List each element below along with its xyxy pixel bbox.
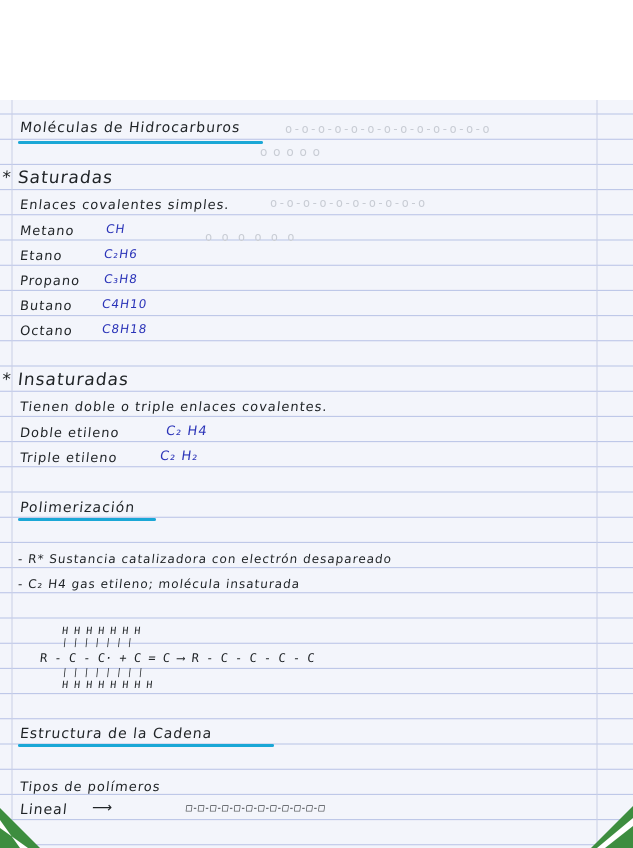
polimerizacion-heading: Polimerización — [19, 500, 136, 516]
compound-formula: C₂ H₂ — [158, 449, 200, 464]
bleed-through-text: o-o-o-o-o-o-o-o-o-o — [270, 196, 427, 210]
reaction-equation: R - C - C· + C = C ⟶ R - C - C - C - C — [39, 651, 316, 665]
reaction-top-atoms: H H H H H H H — [61, 626, 141, 637]
bleed-through-text: o o o o o o — [205, 230, 296, 244]
compound-name: Propano — [19, 274, 81, 289]
saturadas-heading: * Saturadas — [0, 168, 115, 188]
bleed-through-text: o-o-o-o-o-o-o-o-o-o-o-o-o — [285, 122, 491, 136]
compound-formula: C₃H8 — [103, 272, 139, 286]
green-corner-right — [573, 788, 633, 848]
title-underline — [18, 141, 263, 144]
polymer-types-label: Tipos de polímeros — [19, 780, 162, 795]
insaturadas-heading: * Insaturadas — [0, 370, 130, 390]
note-line: - C₂ H4 gas etileno; molécula insaturada — [17, 577, 301, 591]
compound-formula: C4H10 — [101, 297, 149, 311]
polimerizacion-underline — [18, 518, 156, 521]
bleed-through-text: o o o o o — [260, 145, 321, 159]
compound-formula: C₂ H4 — [164, 424, 209, 439]
compound-name: Etano — [19, 249, 64, 264]
reaction-bottom-atoms: H H H H H H H H — [61, 680, 153, 691]
reaction-bottom-bonds: | | | | | | | | — [61, 668, 144, 678]
compound-name: Triple etileno — [19, 451, 119, 466]
compound-name: Doble etileno — [19, 426, 121, 441]
compound-name: Metano — [19, 224, 76, 239]
compound-formula: C₂H6 — [103, 247, 139, 261]
compound-formula: C8H18 — [101, 322, 149, 336]
saturadas-definition: Enlaces covalentes simples. — [19, 198, 231, 213]
page-title: Moléculas de Hidrocarburos — [19, 120, 242, 136]
estructura-underline — [18, 744, 274, 747]
compound-formula: CH — [105, 222, 127, 236]
green-corner-left — [0, 788, 60, 848]
estructura-heading: Estructura de la Cadena — [19, 726, 214, 742]
notebook-page — [0, 100, 633, 848]
insaturadas-definition: Tienen doble o triple enlaces covalentes. — [19, 400, 329, 415]
compound-name: Octano — [19, 324, 74, 339]
lineal-label: Lineal — [19, 802, 69, 818]
linear-chain-diagram: □-□-□-□-□-□-□-□-□-□-□-□ — [185, 803, 326, 814]
arrow-icon: ⟶ — [91, 800, 114, 816]
compound-name: Butano — [19, 299, 74, 314]
note-line: - R* Sustancia catalizadora con electrón desapareado — [17, 552, 393, 566]
reaction-top-bonds: | | | | | | | — [61, 638, 133, 648]
